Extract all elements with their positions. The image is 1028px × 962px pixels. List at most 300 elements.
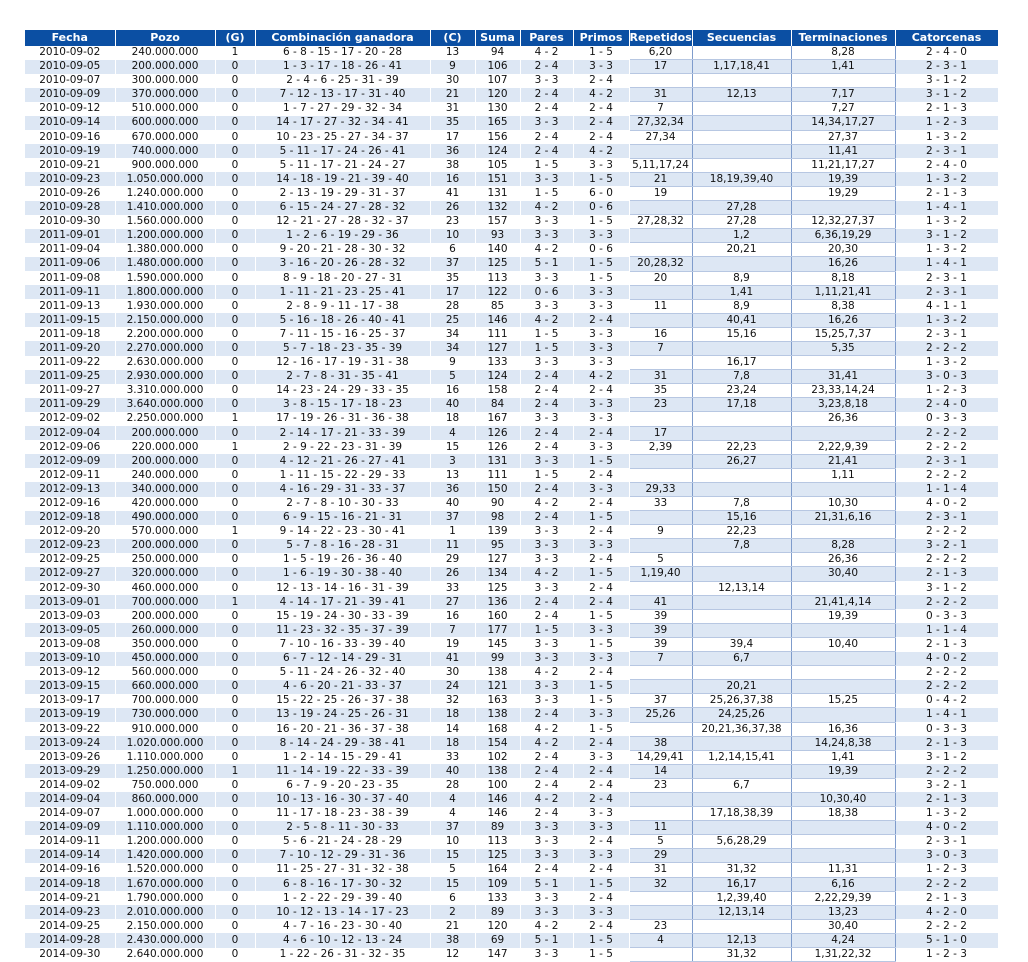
table-cell: 127	[475, 553, 520, 567]
table-cell: 2010-09-23	[25, 172, 115, 186]
table-cell: 33	[629, 497, 692, 511]
table-cell: 2 - 4 - 0	[895, 398, 998, 412]
table-row	[25, 102, 998, 116]
table-row	[25, 497, 998, 511]
table-cell: 2,22,29,39	[791, 891, 895, 905]
table-cell: 8,18	[791, 271, 895, 285]
table-cell: 0	[215, 356, 255, 370]
table-cell: 2 - 3 - 1	[895, 454, 998, 468]
table-row	[25, 511, 998, 525]
table-cell: 340.000.000	[115, 482, 215, 496]
table-cell: 133	[475, 891, 520, 905]
table-cell: 17	[629, 60, 692, 74]
table-cell: 1.240.000.000	[115, 186, 215, 200]
table-cell: 17	[430, 285, 475, 299]
table-cell: 0	[215, 539, 255, 553]
table-cell: 27,37	[791, 130, 895, 144]
table-cell: 2014-09-16	[25, 863, 115, 877]
table-cell: 2 - 4	[573, 666, 629, 680]
table-cell: 3 - 3	[520, 581, 573, 595]
table-row	[25, 652, 998, 666]
table-cell: 4 - 2	[573, 144, 629, 158]
table-cell: 30	[430, 74, 475, 88]
table-cell: 15,16	[692, 511, 791, 525]
column-header: Pozo	[115, 30, 215, 46]
table-cell: 1.110.000.000	[115, 821, 215, 835]
table-cell: 2013-09-03	[25, 609, 115, 623]
table-cell: 1 - 2 - 3	[895, 948, 998, 962]
table-cell: 6 - 7 - 9 - 20 - 23 - 35	[255, 778, 430, 792]
table-cell: 41	[430, 652, 475, 666]
table-cell	[629, 807, 692, 821]
table-cell: 3 - 0 - 3	[895, 849, 998, 863]
table-cell: 7,17	[791, 88, 895, 102]
table-cell	[692, 257, 791, 271]
table-cell: 7	[629, 341, 692, 355]
table-cell: 12	[430, 948, 475, 962]
table-row	[25, 201, 998, 215]
table-cell	[629, 285, 692, 299]
table-cell: 4 - 2	[520, 567, 573, 581]
table-row	[25, 905, 998, 919]
table-cell: 0	[215, 722, 255, 736]
table-cell: 19,29	[791, 186, 895, 200]
table-cell: 168	[475, 722, 520, 736]
table-cell	[692, 412, 791, 426]
table-cell: 5	[430, 863, 475, 877]
table-cell: 700.000.000	[115, 595, 215, 609]
table-cell	[692, 919, 791, 933]
table-cell: 15	[430, 440, 475, 454]
table-cell: 16	[430, 609, 475, 623]
table-cell: 0	[215, 158, 255, 172]
table-cell: 3 - 3	[573, 623, 629, 637]
table-cell: 2 - 4	[520, 88, 573, 102]
table-cell: 2014-09-23	[25, 905, 115, 919]
table-cell: 3 - 3	[573, 341, 629, 355]
table-cell: 1 - 5	[573, 680, 629, 694]
table-cell: 3 - 3	[520, 680, 573, 694]
table-cell: 2 - 4	[520, 144, 573, 158]
table-cell: 1,11	[791, 468, 895, 482]
table-cell: 121	[475, 680, 520, 694]
table-cell: 40	[430, 398, 475, 412]
table-cell: 0	[215, 271, 255, 285]
table-cell: 1 - 5	[573, 215, 629, 229]
table-cell: 4 - 2	[520, 313, 573, 327]
table-cell: 2010-09-02	[25, 46, 115, 60]
column-header: Terminaciones	[791, 30, 895, 46]
table-cell: 7	[629, 652, 692, 666]
table-cell: 1.380.000.000	[115, 243, 215, 257]
table-cell: 19,39	[791, 764, 895, 778]
table-cell: 1 - 2 - 14 - 15 - 29 - 41	[255, 750, 430, 764]
table-cell: 4 - 6 - 10 - 12 - 13 - 24	[255, 933, 430, 947]
table-cell: 109	[475, 877, 520, 891]
table-cell: 2 - 2 - 2	[895, 680, 998, 694]
table-cell: 2 - 4	[520, 708, 573, 722]
table-cell: 134	[475, 567, 520, 581]
table-row	[25, 891, 998, 905]
table-cell: 2.150.000.000	[115, 313, 215, 327]
table-cell: 0	[215, 341, 255, 355]
table-row	[25, 341, 998, 355]
table-cell: 9 - 20 - 21 - 28 - 30 - 32	[255, 243, 430, 257]
table-cell: 900.000.000	[115, 158, 215, 172]
table-cell: 85	[475, 299, 520, 313]
table-cell: 2 - 1 - 3	[895, 637, 998, 651]
table-cell: 5 - 7 - 8 - 16 - 28 - 31	[255, 539, 430, 553]
table-cell: 2 - 3 - 1	[895, 144, 998, 158]
table-cell: 2011-09-18	[25, 327, 115, 341]
table-row	[25, 172, 998, 186]
table-cell: 2 - 4	[573, 919, 629, 933]
table-cell: 6 - 7 - 12 - 14 - 29 - 31	[255, 652, 430, 666]
table-cell	[692, 46, 791, 60]
table-cell: 2014-09-02	[25, 778, 115, 792]
table-cell: 0	[215, 511, 255, 525]
table-cell: 0	[215, 821, 255, 835]
table-cell: 132	[475, 201, 520, 215]
table-cell: 3 - 3	[520, 891, 573, 905]
column-header: (G)	[215, 30, 255, 46]
table-cell: 4 - 14 - 17 - 21 - 39 - 41	[255, 595, 430, 609]
table-cell: 2,22,9,39	[791, 440, 895, 454]
table-cell: 3 - 3	[573, 807, 629, 821]
table-cell: 1 - 3 - 2	[895, 243, 998, 257]
table-row	[25, 468, 998, 482]
table-cell: 38	[629, 736, 692, 750]
table-cell: 8,9	[692, 299, 791, 313]
table-cell: 3 - 3	[520, 652, 573, 666]
table-row	[25, 426, 998, 440]
table-row	[25, 792, 998, 806]
table-cell: 4 - 0 - 2	[895, 821, 998, 835]
table-cell: 0	[215, 370, 255, 384]
table-cell: 1.200.000.000	[115, 229, 215, 243]
table-cell: 10 - 23 - 25 - 27 - 34 - 37	[255, 130, 430, 144]
table-cell: 12 - 21 - 27 - 28 - 32 - 37	[255, 215, 430, 229]
table-cell	[791, 525, 895, 539]
table-cell: 29,33	[629, 482, 692, 496]
table-cell: 95	[475, 539, 520, 553]
table-cell: 16,17	[692, 877, 791, 891]
table-cell: 39	[629, 623, 692, 637]
table-cell: 1.480.000.000	[115, 257, 215, 271]
table-cell: 4 - 2 - 0	[895, 905, 998, 919]
table-cell: 21	[629, 172, 692, 186]
table-cell: 350.000.000	[115, 637, 215, 651]
table-row	[25, 821, 998, 835]
table-cell: 2 - 3 - 1	[895, 835, 998, 849]
table-cell: 11	[629, 299, 692, 313]
table-cell: 13 - 19 - 24 - 25 - 26 - 31	[255, 708, 430, 722]
table-cell	[791, 623, 895, 637]
table-cell: 17	[430, 130, 475, 144]
table-cell: 2013-09-17	[25, 694, 115, 708]
table-cell	[692, 821, 791, 835]
table-cell: 2012-09-27	[25, 567, 115, 581]
table-cell: 102	[475, 750, 520, 764]
table-cell: 0	[215, 553, 255, 567]
table-cell: 1 - 2 - 3	[895, 116, 998, 130]
table-cell: 40	[430, 497, 475, 511]
table-row	[25, 694, 998, 708]
table-row	[25, 130, 998, 144]
table-cell: 3 - 8 - 15 - 17 - 18 - 23	[255, 398, 430, 412]
table-cell: 0	[215, 637, 255, 651]
table-cell: 2 - 2 - 2	[895, 468, 998, 482]
table-cell: 2012-09-02	[25, 412, 115, 426]
table-cell: 2013-09-29	[25, 764, 115, 778]
table-cell: 3 - 3	[573, 327, 629, 341]
table-cell: 3 - 3	[573, 285, 629, 299]
table-cell: 1.250.000.000	[115, 764, 215, 778]
table-cell: 1 - 5	[573, 877, 629, 891]
table-cell: 27,34	[629, 130, 692, 144]
table-cell: 1 - 22 - 26 - 31 - 32 - 35	[255, 948, 430, 962]
table-cell: 4 - 2	[520, 792, 573, 806]
table-row	[25, 539, 998, 553]
table-cell: 200.000.000	[115, 539, 215, 553]
table-cell: 1.930.000.000	[115, 299, 215, 313]
table-cell: 12 - 16 - 17 - 19 - 31 - 38	[255, 356, 430, 370]
table-cell: 2 - 3 - 1	[895, 271, 998, 285]
table-cell	[791, 849, 895, 863]
table-cell	[791, 482, 895, 496]
table-cell: 31	[629, 863, 692, 877]
table-cell: 131	[475, 454, 520, 468]
table-cell: 450.000.000	[115, 652, 215, 666]
table-cell: 4 - 2	[520, 666, 573, 680]
table-cell: 1.410.000.000	[115, 201, 215, 215]
table-row	[25, 581, 998, 595]
table-cell: 2011-09-15	[25, 313, 115, 327]
table-cell: 165	[475, 116, 520, 130]
table-cell: 1 - 5	[573, 172, 629, 186]
table-cell: 21,41,4,14	[791, 595, 895, 609]
table-row	[25, 708, 998, 722]
table-cell: 2010-09-26	[25, 186, 115, 200]
table-cell: 39,4	[692, 637, 791, 651]
table-cell: 3 - 2 - 1	[895, 778, 998, 792]
table-row	[25, 680, 998, 694]
table-cell: 1 - 5	[520, 327, 573, 341]
table-cell	[692, 74, 791, 88]
table-cell: 0 - 6	[520, 285, 573, 299]
table-cell: 12,13	[692, 88, 791, 102]
table-cell: 2011-09-01	[25, 229, 115, 243]
table-cell: 158	[475, 384, 520, 398]
table-cell	[692, 666, 791, 680]
table-cell: 2 - 4	[520, 60, 573, 74]
table-cell: 3 - 3	[520, 553, 573, 567]
table-cell: 90	[475, 497, 520, 511]
table-cell: 25,26	[629, 708, 692, 722]
table-cell	[692, 426, 791, 440]
table-cell: 0	[215, 398, 255, 412]
table-cell	[629, 891, 692, 905]
table-cell: 31,32	[692, 948, 791, 962]
table-cell: 10,30,40	[791, 792, 895, 806]
column-header: Fecha	[25, 30, 115, 46]
table-cell	[791, 74, 895, 88]
table-cell: 2 - 4 - 0	[895, 158, 998, 172]
table-cell: 2010-09-28	[25, 201, 115, 215]
table-cell: 6 - 15 - 24 - 27 - 28 - 32	[255, 201, 430, 215]
table-cell: 0	[215, 948, 255, 962]
table-cell: 98	[475, 511, 520, 525]
table-cell	[629, 412, 692, 426]
table-cell: 2 - 4	[573, 102, 629, 116]
table-cell: 1	[215, 595, 255, 609]
table-cell: 1 - 5	[520, 623, 573, 637]
table-cell: 100	[475, 778, 520, 792]
table-cell: 2010-09-14	[25, 116, 115, 130]
table-cell: 2012-09-09	[25, 454, 115, 468]
table-cell	[791, 778, 895, 792]
table-cell: 9	[629, 525, 692, 539]
table-row	[25, 764, 998, 778]
table-cell: 89	[475, 905, 520, 919]
table-cell: 1.520.000.000	[115, 863, 215, 877]
table-cell: 2014-09-28	[25, 933, 115, 947]
table-cell: 1 - 5	[573, 511, 629, 525]
table-cell: 26	[430, 567, 475, 581]
table-cell: 1 - 6 - 19 - 30 - 38 - 40	[255, 567, 430, 581]
table-cell: 111	[475, 468, 520, 482]
table-cell: 22,23	[692, 440, 791, 454]
table-cell: 2011-09-25	[25, 370, 115, 384]
table-cell: 1.050.000.000	[115, 172, 215, 186]
table-cell: 1,17,18,41	[692, 60, 791, 74]
table-cell: 560.000.000	[115, 666, 215, 680]
table-cell: 136	[475, 595, 520, 609]
table-row	[25, 623, 998, 637]
table-cell: 31	[629, 88, 692, 102]
table-cell: 3 - 3	[573, 708, 629, 722]
table-cell: 21	[430, 88, 475, 102]
table-cell: 10	[430, 835, 475, 849]
table-cell: 3 - 3	[520, 905, 573, 919]
table-cell: 4 - 1 - 1	[895, 299, 998, 313]
table-cell: 2 - 3 - 1	[895, 511, 998, 525]
table-cell: 0	[215, 750, 255, 764]
table-cell: 2.270.000.000	[115, 341, 215, 355]
table-cell: 5,11,17,24	[629, 158, 692, 172]
table-cell: 2 - 4	[573, 497, 629, 511]
table-cell: 0	[215, 130, 255, 144]
table-cell: 1,2,39,40	[692, 891, 791, 905]
table-cell: 35	[629, 384, 692, 398]
table-cell: 3 - 3	[520, 116, 573, 130]
table-cell: 200.000.000	[115, 426, 215, 440]
table-cell: 2011-09-06	[25, 257, 115, 271]
table-cell	[791, 426, 895, 440]
table-cell: 3 - 3	[573, 60, 629, 74]
table-cell	[629, 313, 692, 327]
table-cell	[791, 680, 895, 694]
table-cell: 2012-09-30	[25, 581, 115, 595]
table-cell: 10,30	[791, 497, 895, 511]
table-cell: 20,21	[692, 680, 791, 694]
table-row	[25, 327, 998, 341]
table-cell: 16,17	[692, 356, 791, 370]
table-cell: 700.000.000	[115, 694, 215, 708]
table-cell: 2 - 1 - 3	[895, 567, 998, 581]
table-cell: 7	[430, 623, 475, 637]
table-cell: 660.000.000	[115, 680, 215, 694]
table-cell: 2 - 2 - 2	[895, 440, 998, 454]
table-cell: 146	[475, 313, 520, 327]
table-cell: 26,36	[791, 412, 895, 426]
table-cell: 157	[475, 215, 520, 229]
table-row	[25, 750, 998, 764]
table-cell: 2014-09-09	[25, 821, 115, 835]
table-cell: 40	[430, 764, 475, 778]
table-cell: 18,19,39,40	[692, 172, 791, 186]
table-cell: 1.670.000.000	[115, 877, 215, 891]
table-cell: 13,23	[791, 905, 895, 919]
table-cell: 2 - 9 - 22 - 23 - 31 - 39	[255, 440, 430, 454]
table-cell: 105	[475, 158, 520, 172]
table-cell: 7	[629, 102, 692, 116]
table-cell: 94	[475, 46, 520, 60]
table-cell: 1.560.000.000	[115, 215, 215, 229]
table-cell: 2011-09-27	[25, 384, 115, 398]
table-row	[25, 863, 998, 877]
table-cell: 4 - 2	[520, 722, 573, 736]
table-cell: 7 - 11 - 15 - 16 - 25 - 37	[255, 327, 430, 341]
table-cell: 2.930.000.000	[115, 370, 215, 384]
table-cell: 1 - 5	[573, 46, 629, 60]
table-cell: 17,18	[692, 398, 791, 412]
table-cell: 19,39	[791, 172, 895, 186]
table-cell: 240.000.000	[115, 46, 215, 60]
table-cell	[629, 511, 692, 525]
table-cell: 17 - 19 - 26 - 31 - 36 - 38	[255, 412, 430, 426]
table-cell: 7 - 12 - 13 - 17 - 31 - 40	[255, 88, 430, 102]
table-cell: 2010-09-19	[25, 144, 115, 158]
table-cell: 3 - 3	[520, 172, 573, 186]
table-cell: 4 - 0 - 2	[895, 497, 998, 511]
column-header: Repetidos	[629, 31, 692, 45]
table-cell: 139	[475, 525, 520, 539]
table-cell	[692, 341, 791, 355]
table-cell: 0	[215, 933, 255, 947]
table-cell: 2 - 2 - 2	[895, 525, 998, 539]
table-cell: 0	[215, 891, 255, 905]
table-cell: 32	[430, 694, 475, 708]
table-cell: 3 - 1 - 2	[895, 88, 998, 102]
table-cell: 16	[430, 384, 475, 398]
table-cell	[629, 722, 692, 736]
table-cell: 15	[430, 877, 475, 891]
table-cell: 5 - 11 - 24 - 26 - 32 - 40	[255, 666, 430, 680]
table-cell: 1.590.000.000	[115, 271, 215, 285]
table-row	[25, 482, 998, 496]
table-cell	[692, 468, 791, 482]
table-cell: 2 - 3 - 1	[895, 60, 998, 74]
table-cell: 1,19,40	[629, 567, 692, 581]
table-cell	[791, 821, 895, 835]
table-row	[25, 778, 998, 792]
table-cell: 2.010.000.000	[115, 905, 215, 919]
table-cell: 164	[475, 863, 520, 877]
table-cell: 2 - 4	[573, 74, 629, 88]
table-cell: 13	[430, 468, 475, 482]
table-row	[25, 919, 998, 933]
